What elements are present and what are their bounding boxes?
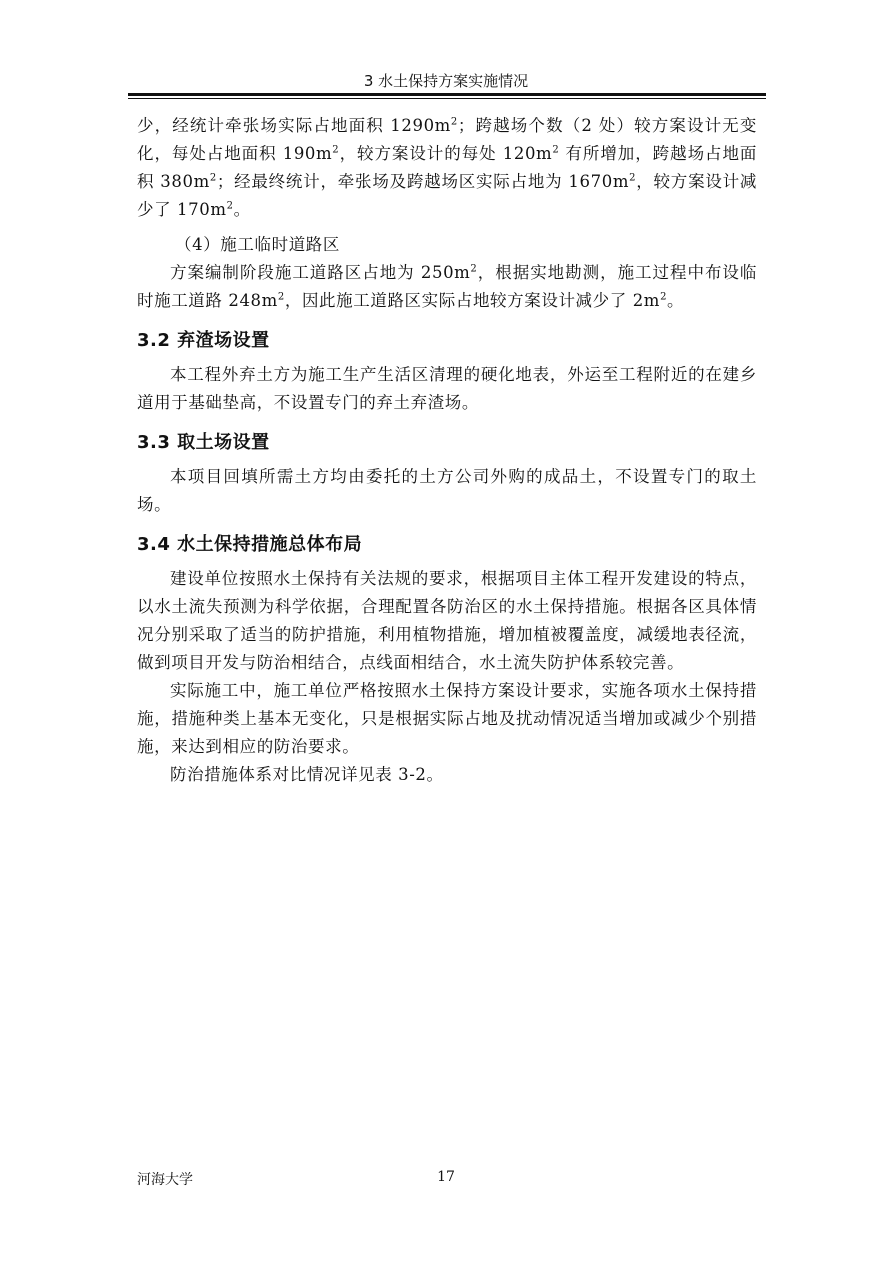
paragraph-temporary-road: 方案编制阶段施工道路区占地为 $250m^2$，根据实地勘测，施工过程中布设临时施工道路 $248m^2$，因此施工道路区实际占地较方案设计减少了 $2m^2$。 (137, 263, 757, 310)
section-heading-3-3: 3.3 取土场设置 (137, 432, 270, 453)
header-rule-thick (128, 93, 766, 96)
footer-organization: 河海大学 (137, 1172, 193, 1188)
section-heading-3-4: 3.4 水土保持措施总体布局 (137, 534, 363, 555)
paragraph-overall-layout: 建设单位按照水土保持有关法规的要求，根据项目主体工程开发建设的特点，以水土流失预测为科学依据，合理配置各防治区的水土保持措施。根据各区具体情况分别采取了适当的防护措施，利用植物措施，增加植被覆盖度，减缓地表径流，做到项目开发与防治相结合，点线面相结合，水土流失防护体系较完善。 (137, 569, 757, 672)
paragraph-borrow-site: 本项目回填所需土方均由委托的土方公司外购的成品土，不设置专门的取土场。 (137, 467, 757, 514)
page-body (137, 112, 757, 789)
section-heading-3-2: 3.2 弃渣场设置 (137, 330, 270, 351)
subsection-heading-4: （4）施工临时道路区 (175, 235, 340, 254)
paragraph-actual-construction: 实际施工中，施工单位严格按照水土保持方案设计要求，实施各项水土保持措施，措施种类上基本无变化，只是根据实际占地及扰动情况适当增加或减少个别措施，来达到相应的防治要求。 (137, 681, 757, 756)
footer-page-number: 17 (437, 1169, 455, 1185)
paragraph-table-reference: 防治措施体系对比情况详见表 3-2。 (170, 765, 444, 784)
paragraph-stringing-field: 少，经统计牵张场实际占地面积 $1290m^2$；跨越场个数（2 处）较方案设计无变化，每处占地面积 $190m^2$，较方案设计的每处 $120m^2$ 有所增加，跨越场占地面积 $380m^2$；经最终统计，牵张场及跨越场区实际占地为 $1670m^2$，较方案设计减少了 $170m^2$。 (137, 116, 758, 219)
page-header-title: 3 水土保持方案实施情况 (363, 72, 529, 90)
paragraph-spoil-site: 本工程外弃土方为施工生产生活区清理的硬化地表，外运至工程附近的在建乡道用于基础垫高，不设置专门的弃土弃渣场。 (137, 365, 757, 412)
header-rule-thin (128, 98, 766, 99)
